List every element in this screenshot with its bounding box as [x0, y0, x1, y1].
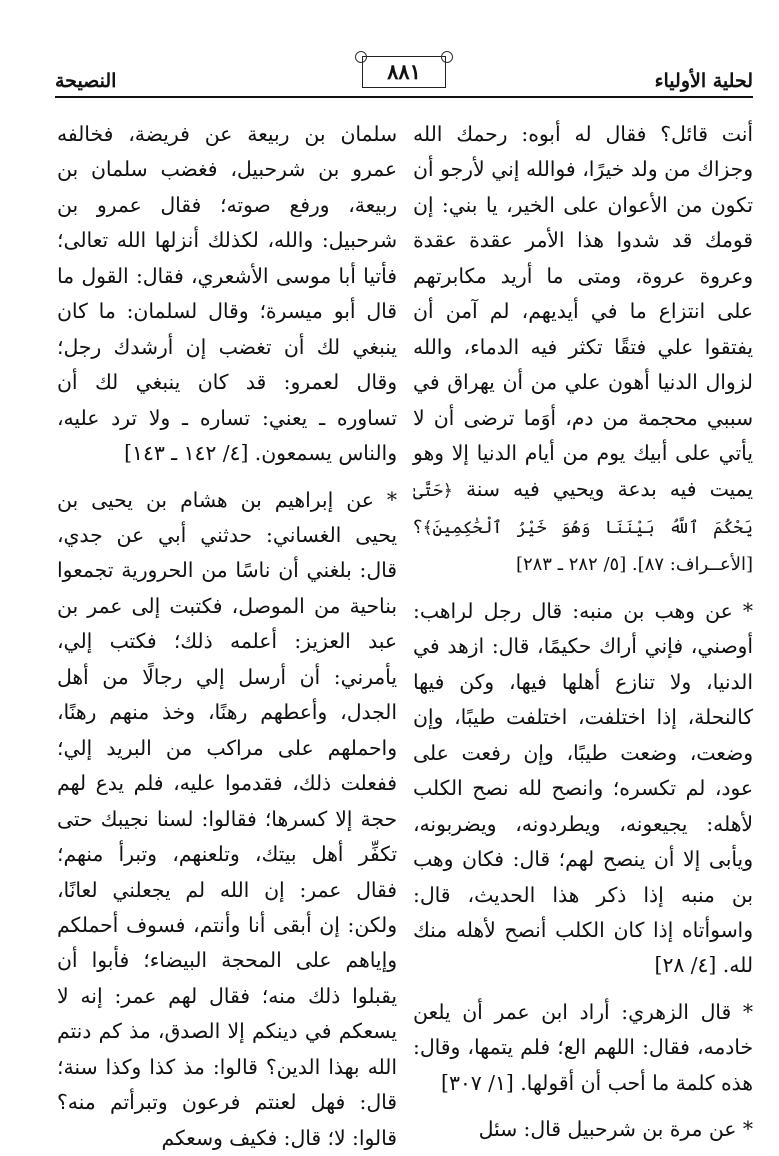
paragraph-text: أنت قائل؟ فقال له أبوه: رحمك الله وجزاك من ولد خيرًا، فوالله إني لأرجو أن تكون من الأعوان على الخير، يا بني: إن قومك قد شدوا هذا الأمر عقدة عقدة وعروة عروة، ومتى ما أريد مكابرتهم على انتزاع ما في أيديهم، لم آمن أن يفتقوا علي فتقًا تكثر فيه الدماء، والله لزوال الدنيا أهون علي من أن يهراق في سببي محجمة من دم، أوَما ترضى أن لا يأتي على أبيك يوم من أيام الدنيا إلا وهو يميت فيه بدعة ويحيي فيه سنة: [413, 122, 753, 501]
page-number: ٨٨١: [362, 56, 446, 88]
paragraph: * عن مرة بن شرحبيل قال: سئل: [478, 1117, 753, 1142]
citation: ؟ [الأعــراف: ٨٧]. [٥/ ٢٨٢ ـ ٢٨٣]: [413, 516, 753, 576]
paragraph: * قال الزهري: أراد ابن عمر أن يلعن خادمه، فقال: اللهم الع؛ فلم يتمها، وقال: هذه كلمة ما أحب أن أقولها. [١/ ٣٠٧]: [413, 999, 753, 1095]
left-column: [57, 117, 397, 1156]
paragraph: * عن وهب بن منبه: قال رجل لراهب: أوصني، فإني أراك حكيمًا، قال: ازهد في الدنيا، ولا تنازع أهلها فيها، وكن فيها كالنحلة، إذا اختلفت، اختلفت طيبًا، وإن وضعت، وضعت طيبًا، وإن رفعت على عود، لم تكسره؛ وانصح لله نصح الكلب لأهله: يجيعونه، ويطردونه، ويضربونه، ويأبى إلا أن ينصح لهم؛ قال: فكان وهب بن منبه إذا ذكر هذا الحديث، قال: واسوأتاه إذا كان الكلب أنصح لأهله منك لله. [٤/ ٢٨]: [413, 598, 753, 978]
header-divider: [55, 96, 753, 98]
right-column: [413, 117, 753, 1148]
paragraph: سلمان بن ربيعة عن فريضة، فخالفه عمرو بن شرحبيل، فغضب سلمان بن ربيعة، ورفع صوته؛ فقال عمرو بن شرحبيل: والله، لكذلك أنزلها الله تعالى؛ فأتيا أبا موسى الأشعري، فقال: القول ما قال أبو ميسرة؛ وقال لسلمان: ما كان ينبغي لك أن تغضب إن أرشدك رجل؛ وقال لعمرو: قد كان ينبغي لك أن تساوره ـ يعني: تساره ـ ولا ترد عليه، والناس يسمعون. [٤/ ١٤٢ ـ ١٤٣]: [57, 122, 397, 466]
book-title: لحلية الأولياء: [654, 70, 753, 92]
paragraph: [413, 117, 753, 583]
chapter-title: النصيحة: [55, 70, 117, 92]
quran-verse: ﴿حَتَّىٰ يَحْكُمَ ٱللَّهُ بَيْنَنَا وَهُوَ خَيْرُ ٱلْحَٰكِمِينَ﴾: [413, 480, 753, 538]
page-header: [55, 56, 753, 96]
paragraph: * عن إبراهيم بن هشام بن يحيى بن يحيى الغساني: حدثني أبي عن جدي، قال: بلغني أن ناسًا من الحرورية تجمعوا بناحية من الموصل، فكتبت إلى عمر بن عبد العزيز: أعلمه ذلك؛ فكتب إلي، يأمرني: أن أرسل إلي رجالًا من أهل الجدل، وأعطهم رهنًا، وخذ منهم رهنًا، واحملهم على مراكب من البريد إلي؛ ففعلت ذلك، فقدموا عليه، فلم يدع لهم حجة إلا كسرها؛ فقالوا: لسنا نجيبك حتى تكفِّر أهل بيتك، وتلعنهم، وتبرأ منهم؛ فقال عمر: إن الله لم يجعلني لعانًا، ولكن: إن أبقى أنا وأنتم، فسوف أحملكم وإياهم على المحجة البيضاء؛ فأبوا أن يقبلوا ذلك منه؛ فقال لهم عمر: إنه لا يسعكم في دينكم إلا الصدق، مذ كم دنتم الله بهذا الدين؟ قالوا: مذ كذا وكذا سنة؛ قال: فهل لعنتم فرعون وتبرأتم منه؟ قالوا: لا؛ قال: فكيف وسعكم: [57, 487, 397, 1150]
